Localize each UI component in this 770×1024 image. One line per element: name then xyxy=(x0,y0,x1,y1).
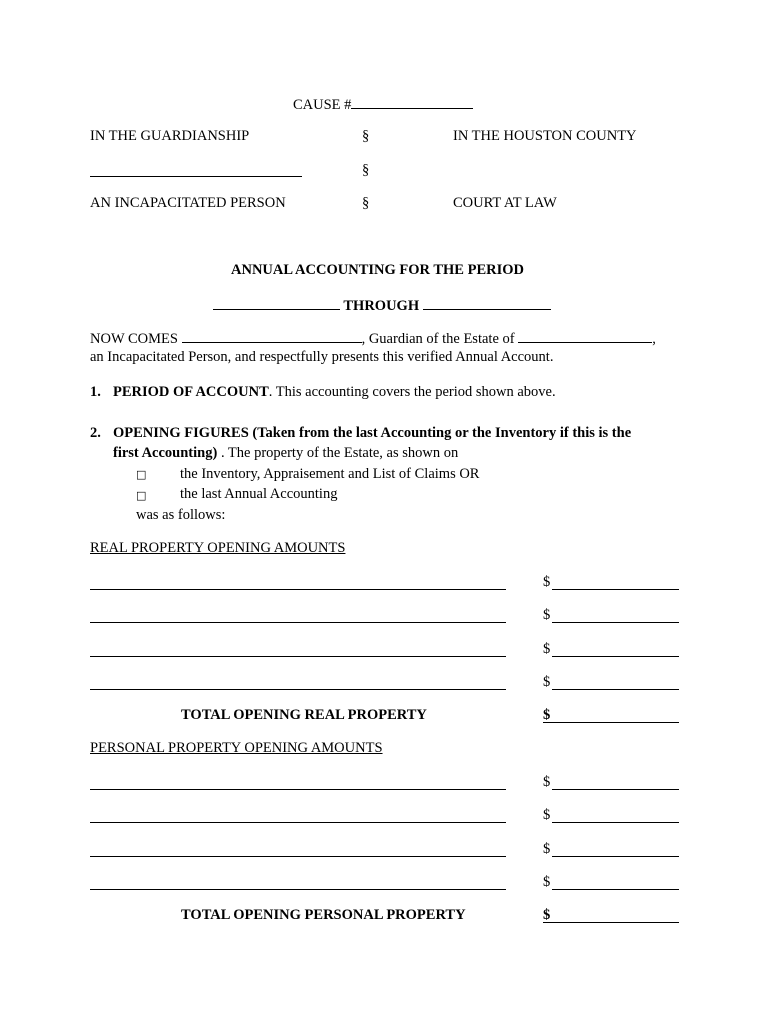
personal-property-desc-4[interactable] xyxy=(90,889,506,890)
section-2-number: 2. xyxy=(90,425,101,441)
real-property-heading: REAL PROPERTY OPENING AMOUNTS xyxy=(90,540,346,556)
real-property-amount-3[interactable] xyxy=(552,656,679,657)
dollar-sign: $ xyxy=(543,807,551,823)
dollar-sign: $ xyxy=(543,707,551,723)
personal-property-amount-2[interactable] xyxy=(552,822,679,823)
personal-property-amount-1[interactable] xyxy=(552,789,679,790)
period-start-blank[interactable] xyxy=(213,296,340,310)
dollar-sign: $ xyxy=(543,674,551,690)
dollar-sign: $ xyxy=(543,841,551,857)
section-1-number: 1. xyxy=(90,384,101,400)
period-line xyxy=(213,296,551,315)
dollar-sign: $ xyxy=(543,574,551,590)
intro-comma: , xyxy=(652,331,656,347)
dollar-sign: $ xyxy=(543,874,551,890)
intro-line-1 xyxy=(90,329,656,348)
section-2-line-2 xyxy=(113,445,458,462)
now-comes-text: NOW COMES xyxy=(90,331,178,347)
option-inventory-label: the Inventory, Appraisement and List of Claims OR xyxy=(180,466,480,482)
real-property-amount-2[interactable] xyxy=(552,622,679,623)
section-2-heading-line-2: first Accounting) xyxy=(113,445,218,461)
guardian-of-text: , Guardian of the Estate of xyxy=(361,331,515,347)
caption-left-1: IN THE GUARDIANSHIP xyxy=(90,128,250,144)
personal-property-heading: PERSONAL PROPERTY OPENING AMOUNTS xyxy=(90,740,383,756)
personal-property-amount-3[interactable] xyxy=(552,856,679,857)
cause-number-blank[interactable] xyxy=(351,95,473,109)
option-annual-accounting-label: the last Annual Accounting xyxy=(180,486,338,502)
personal-property-desc-3[interactable] xyxy=(90,856,506,857)
dollar-sign: $ xyxy=(543,641,551,657)
real-property-desc-3[interactable] xyxy=(90,656,506,657)
real-property-amount-4[interactable] xyxy=(552,689,679,690)
document-title: ANNUAL ACCOUNTING FOR THE PERIOD xyxy=(231,262,524,278)
section-2-text: . The property of the Estate, as shown on xyxy=(217,445,459,461)
dollar-sign: $ xyxy=(543,607,551,623)
total-real-property-amount[interactable] xyxy=(543,722,679,723)
real-property-desc-2[interactable] xyxy=(90,622,506,623)
intro-line-2: an Incapacitated Person, and respectfully presents this verified Annual Account. xyxy=(90,349,554,365)
personal-property-amount-4[interactable] xyxy=(552,889,679,890)
section-1 xyxy=(90,384,101,401)
section-2-closing: was as follows: xyxy=(136,507,226,523)
section-2-heading-line-1: OPENING FIGURES (Taken from the last Accounting or the Inventory if this is the xyxy=(113,425,632,441)
dollar-sign: $ xyxy=(543,774,551,790)
personal-property-desc-1[interactable] xyxy=(90,789,506,790)
real-property-desc-1[interactable] xyxy=(90,589,506,590)
guardian-name-blank[interactable] xyxy=(182,329,362,343)
total-real-property-label: TOTAL OPENING REAL PROPERTY xyxy=(181,707,427,723)
dollar-sign: $ xyxy=(543,907,551,923)
inventory-checkbox[interactable]: □ xyxy=(136,468,147,481)
section-1-body xyxy=(113,384,556,401)
cause-number xyxy=(293,95,473,114)
annual-accounting-checkbox[interactable]: □ xyxy=(136,489,147,502)
estate-name-blank[interactable] xyxy=(518,329,652,343)
section-mark-2: § xyxy=(362,162,370,178)
real-property-amount-1[interactable] xyxy=(552,589,679,590)
section-mark-3: § xyxy=(362,195,370,211)
real-property-desc-4[interactable] xyxy=(90,689,506,690)
section-mark-1: § xyxy=(362,128,370,144)
caption-right-1: IN THE HOUSTON COUNTY xyxy=(453,128,637,144)
ward-name-blank[interactable] xyxy=(90,176,302,177)
total-personal-property-label: TOTAL OPENING PERSONAL PROPERTY xyxy=(181,907,466,923)
section-1-text: . This accounting covers the period shown above. xyxy=(268,384,556,400)
caption-right-3: COURT AT LAW xyxy=(453,195,557,211)
caption-left-3: AN INCAPACITATED PERSON xyxy=(90,195,286,211)
section-1-heading: PERIOD OF ACCOUNT xyxy=(113,384,269,400)
through-label: THROUGH xyxy=(343,298,420,314)
personal-property-desc-2[interactable] xyxy=(90,822,506,823)
period-end-blank[interactable] xyxy=(423,296,551,310)
cause-label: CAUSE # xyxy=(293,97,352,113)
total-personal-property-amount[interactable] xyxy=(543,922,679,923)
